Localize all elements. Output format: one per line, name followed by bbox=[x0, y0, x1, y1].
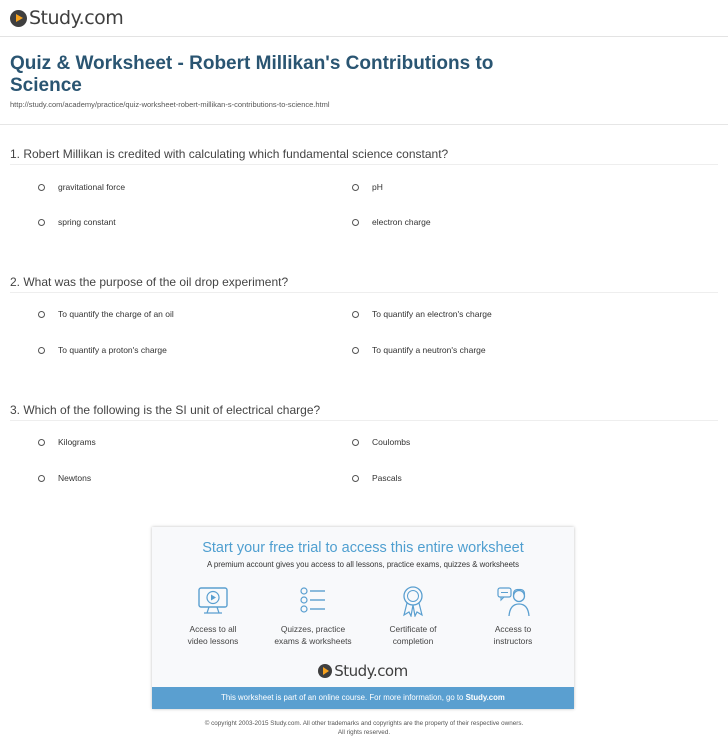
answer-option[interactable] bbox=[38, 217, 116, 227]
rights-text: All rights reserved. bbox=[337, 729, 391, 736]
feature-label: completion bbox=[392, 636, 434, 646]
feature-instructors bbox=[468, 585, 558, 647]
answer-option[interactable] bbox=[352, 345, 486, 355]
radio-button[interactable] bbox=[38, 219, 45, 226]
radio-button[interactable] bbox=[38, 347, 45, 354]
radio-button[interactable] bbox=[38, 184, 45, 191]
answer-label: Newtons bbox=[58, 473, 92, 483]
answer-option[interactable] bbox=[352, 309, 492, 319]
page-url: http://study.com/academy/practice/quiz-worksheet-robert-millikan-s-contributions-to-science.html bbox=[10, 100, 330, 109]
question-divider bbox=[10, 164, 718, 165]
radio-button[interactable] bbox=[352, 475, 359, 482]
feature-label: Certificate of bbox=[389, 624, 437, 634]
answer-label: spring constant bbox=[58, 217, 116, 227]
feature-label: exams & worksheets bbox=[274, 636, 352, 646]
site-logo[interactable] bbox=[10, 7, 123, 29]
radio-button[interactable] bbox=[38, 439, 45, 446]
course-info-bar bbox=[152, 687, 574, 709]
answer-option[interactable] bbox=[38, 473, 91, 483]
answer-label: To quantify a proton's charge bbox=[58, 345, 167, 355]
checklist-icon bbox=[296, 585, 330, 617]
promo-logo[interactable] bbox=[152, 662, 574, 680]
logo-text: Study.com bbox=[29, 7, 124, 29]
answer-label: Kilograms bbox=[58, 437, 96, 447]
answer-label: pH bbox=[372, 182, 383, 192]
answer-option[interactable] bbox=[352, 473, 402, 483]
feature-quizzes bbox=[268, 585, 358, 647]
answer-option[interactable] bbox=[352, 437, 410, 447]
promo-subheading: A premium account gives you access to all lessons, practice exams, quizzes & worksheets bbox=[206, 560, 519, 569]
copyright-text: © copyright 2003-2015 Study.com. All other trademarks and copyrights are the property of their respective owners. bbox=[204, 720, 524, 727]
page-title: Quiz & Worksheet - Robert Millikan's Contributions to Science bbox=[10, 53, 494, 96]
feature-label: instructors bbox=[493, 636, 533, 646]
radio-button[interactable] bbox=[352, 219, 359, 226]
video-player-icon bbox=[196, 585, 230, 617]
instructor-chat-icon bbox=[496, 585, 530, 617]
question-1: 1. Robert Millikan is credited with calculating which fundamental science constant? bbox=[10, 147, 449, 161]
answer-option[interactable] bbox=[38, 309, 174, 319]
free-trial-promo bbox=[152, 527, 574, 709]
answer-label: To quantify an electron's charge bbox=[372, 309, 492, 319]
radio-button[interactable] bbox=[352, 311, 359, 318]
radio-button[interactable] bbox=[38, 475, 45, 482]
feature-label: Access to all bbox=[189, 624, 237, 634]
answer-label: Pascals bbox=[372, 473, 402, 483]
promo-heading: Start your free trial to access this entire worksheet bbox=[202, 540, 524, 556]
answer-option[interactable] bbox=[38, 437, 96, 447]
play-circle-icon bbox=[318, 664, 332, 678]
feature-certificate bbox=[368, 585, 458, 647]
title-divider bbox=[0, 124, 728, 125]
answer-option[interactable] bbox=[38, 345, 167, 355]
answer-option[interactable] bbox=[352, 217, 431, 227]
answer-option[interactable] bbox=[352, 182, 383, 192]
answer-option[interactable] bbox=[38, 182, 125, 192]
footer bbox=[0, 719, 728, 737]
header-divider bbox=[0, 36, 728, 37]
play-circle-icon bbox=[10, 10, 27, 27]
award-ribbon-icon bbox=[396, 585, 430, 617]
radio-button[interactable] bbox=[352, 184, 359, 191]
answer-label: gravitational force bbox=[58, 182, 126, 192]
logo-text: Study.com bbox=[334, 662, 408, 680]
feature-label: Access to bbox=[494, 624, 532, 634]
question-3: 3. Which of the following is the SI unit of electrical charge? bbox=[10, 403, 321, 417]
feature-video-lessons bbox=[168, 585, 258, 647]
question-divider bbox=[10, 292, 718, 293]
answer-label: Coulombs bbox=[372, 437, 411, 447]
answer-label: To quantify the charge of an oil bbox=[58, 309, 174, 319]
radio-button[interactable] bbox=[352, 439, 359, 446]
question-2: 2. What was the purpose of the oil drop experiment? bbox=[10, 275, 289, 289]
course-info-text: This worksheet is part of an online course. For more information, go to bbox=[221, 693, 466, 702]
answer-label: To quantify a neutron's charge bbox=[372, 345, 486, 355]
question-divider bbox=[10, 420, 718, 421]
radio-button[interactable] bbox=[352, 347, 359, 354]
feature-label: Quizzes, practice bbox=[280, 624, 346, 634]
answer-label: electron charge bbox=[372, 217, 431, 227]
feature-label: video lessons bbox=[187, 636, 239, 646]
radio-button[interactable] bbox=[38, 311, 45, 318]
study-link[interactable]: Study.com bbox=[465, 693, 505, 702]
